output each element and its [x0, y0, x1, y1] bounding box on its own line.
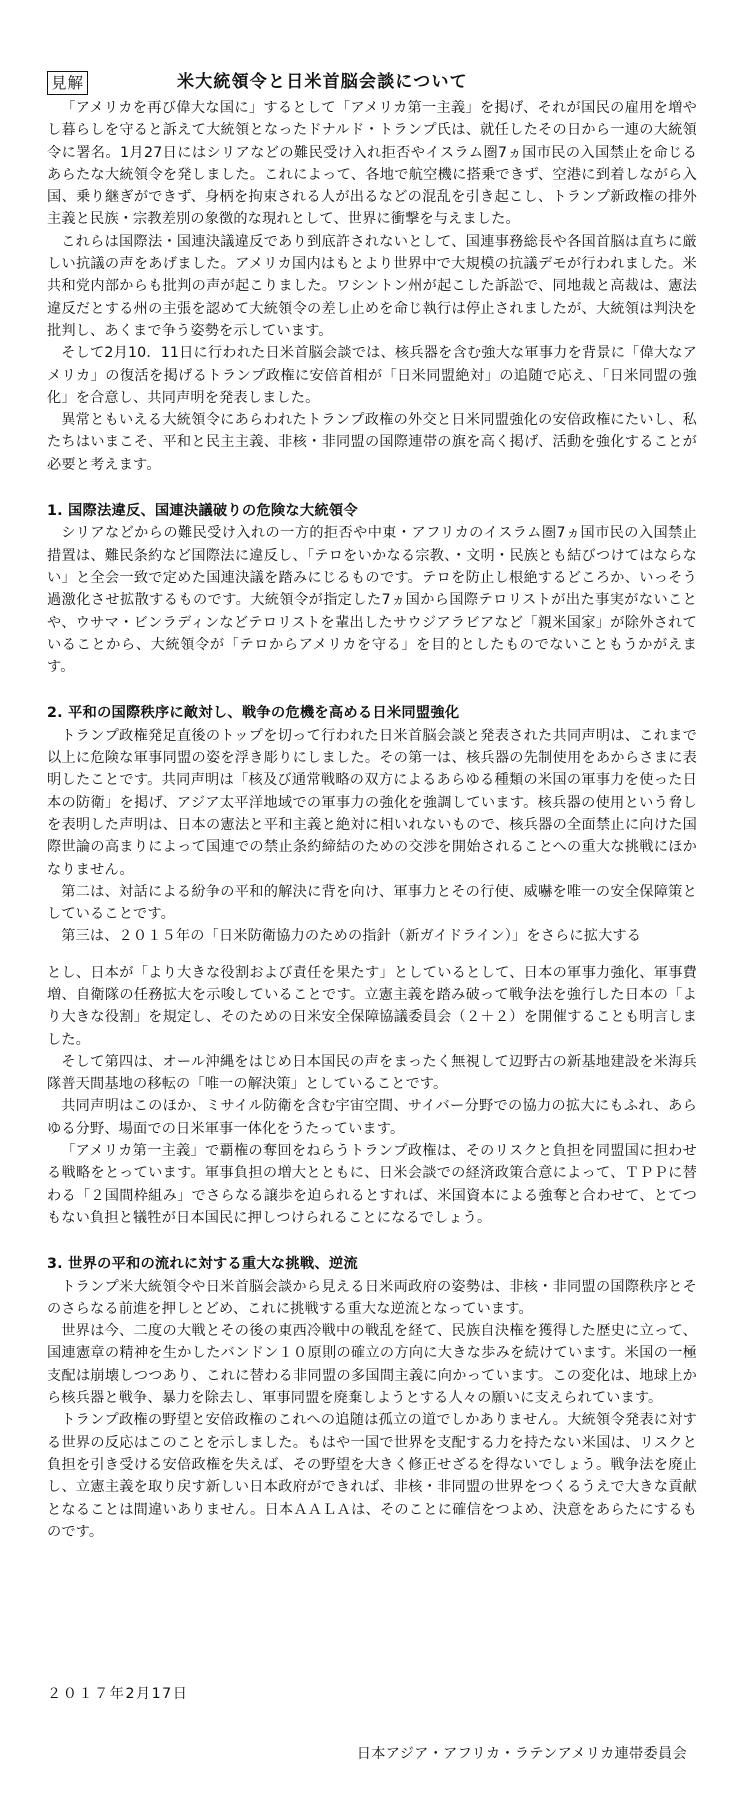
section-paragraph: 共同声明はこのほか、ミサイル防衛を含む宇宙空間、サイバー分野での協力の拡大にもふれ、あらゆる分野、場面での日米軍事一体化をうたっています。 [47, 1098, 697, 1137]
section-paragraph: そして第四は、オール沖縄をはじめ日本国民の声をまったく無視して辺野古の新基地建設を米海兵隊普天間基地の移転の「唯一の解決策」としていることです。 [47, 1053, 697, 1093]
intro-paragraph: 「アメリカを再び偉大な国に」するとして「アメリカ第一主義」を掲げ、それが国民の雇用を増やし暮らしを守ると訴えて大統領となったドナルド・トランプ氏は、就任したその日から一連の大統領令に署名。1月27日にはシリアなどの難民受け入れ拒否やイスラム圏7ヵ国市民の入国禁止を命じるあらたな大統領令を発しました。これによって、各地で航空機に搭乗できず、空港に到着しながら入国、乗り継ぎができず、身柄を拘束される人が出るなどの混乱を引き起こし、トランプ新政権の排外主義と民族・宗教差別の象徴的な現れとして、世界に衝撃を与えました。 [47, 100, 697, 228]
section-paragraph: トランプ政権の野望と安倍政権のこれへの追随は孤立の道でしかありません。大統領令発表に対する世界の反応はこのことを示しました。もはや一国で世界を支配する力を持たない米国は、リスクと負担を引き受ける安倍政権を失えば、その野望を大きく修正せざるを得ないでしょう。戦争法を廃止し、立憲主義を取り戻す新しい日本政府ができれば、非核・非同盟の世界をつくるうえで大きな貢献となることは間違いありません。日本ＡＡＬＡは、そのことに確信をつよめ、決意をあらたにするものです。 [47, 1412, 697, 1540]
document-title: 米大統領令と日米首脳会談について [177, 72, 468, 92]
section-paragraph: シリアなどからの難民受け入れの一方的拒否や中東・アフリカのイスラム圏7ヵ国市民の入国禁止措置は、難民条約など国際法に違反し、「テロをいかなる宗教、・文明・民族とも結びつけてはならない」と全会一致で定めた国連決議を踏みにじるものです。テロを防止し根絶するどころか、いっそう過激化させ拡散するものです。大統領令が指定した7ヵ国から国際テロリストが出た事実がないことや、ウサマ・ビンラディンなどテロリストを輩出したサウジアラビアなど「親米国家」が除外されていることから、大統領令が「テロからアメリカを守る」を目的としたものでないこともうかがえます。 [47, 525, 697, 676]
section-paragraph: トランプ政権発足直後のトップを切って行われた日米首脳会談と発表された共同声明は、これまで以上に危険な軍事同盟の姿を浮き彫りにしました。その第一は、核兵器の先制使用をあからさまに表明したことです。共同声明は「核及び通常戦略の双方によるあらゆる種類の米国の軍事力を使った日本の防衛」を掲げ、アジア太平洋地域での軍事力の強化を強調しています。核兵器の使用という脅しを表明した声明は、日本の憲法と平和主義と絶対に相いれないもので、核兵器の全面禁止に向けた国際世論の高まりによって国連での禁止条約締結のための交渉を開始されることへの重大な挑戦にほかなりません。 [47, 727, 697, 878]
section-paragraph: 世界は今、二度の大戦とその後の東西冷戦中の戦乱を経て、民族自決権を獲得した歴史に立って、国連憲章の精神を生かしたバンドン１０原則の確立の方向に大きな歩みを続けています。米国の一極支配は崩壊しつつあり、これに替わる非同盟の多国間主義に向かっています。この変化は、地球上から核兵器と戦争、暴力を除去し、軍事同盟を廃棄しようとする人々の願いに支えられています。 [47, 1323, 697, 1407]
opinion-tag: 見解 [47, 71, 88, 95]
section-paragraph: トランプ米大統領令や日米首脳会談から見える日米両政府の姿勢は、非核・非同盟の国際秩序とそのさらなる前進を押しとどめ、これに挑戦する重大な逆流となっています。 [47, 1278, 697, 1317]
intro-section [47, 97, 697, 476]
section-paragraph: とし、日本が「より大きな役割および責任を果たす」としているとして、日本の軍事力強化、軍事費増、自衛隊の任務拡大を示唆していることです。立憲主義を踏み破って戦争法を強行した日本の「より大きな役割」を規定し、そのための日米安全保障協議委員会（２＋２）を開催することも明言しました。 [47, 964, 697, 1048]
organization-name: 日本アジア・アフリカ・ラテンアメリカ連帯委員会 [356, 1746, 687, 1762]
section-2 [47, 702, 697, 1229]
document-body [47, 97, 697, 1543]
document-date: ２０１７年2月17日 [47, 1686, 189, 1702]
paragraph-gap [47, 948, 697, 962]
section-heading: 3. 世界の平和の流れに対する重大な挑戦、逆流 [47, 1256, 358, 1273]
section-heading: 1. 国際法違反、国連決議破りの危険な大統領令 [47, 503, 358, 520]
intro-paragraph: そして2月10．11日に行われた日米首脳会談では、核兵器を含む強大な軍事力を背景に「偉大なアメリカ」の復活を掲げるトランプ政権に安倍首相が「日米同盟絶対」の追随で応え、「日米同盟の強化」を合意し、共同声明を発表しました。 [47, 345, 697, 406]
section-paragraph: 第三は、２０１５年の「日米防衛協力のための指針（新ガイドライン）」をさらに拡大する [61, 928, 642, 945]
intro-paragraph: これらは国際法・国連決議違反であり到底許されないとして、国連事務総長や各国首脳は直ちに厳しい抗議の声をあげました。アメリカ国内はもとより世界中で大規模の抗議デモが行われました。米共和党内部からも批判の声が起こりました。ワシントン州が起こした訴訟で、同地裁と高裁は、憲法違反だとする州の主張を認めて大統領令の差し止めを命じ執行は停止されましたが、大統領は判決を批判し、あくまで争う姿勢を示しています。 [47, 233, 697, 339]
section-1 [47, 500, 697, 678]
section-heading: 2. 平和の国際秩序に敵対し、戦争の危機を高める日米同盟強化 [47, 705, 460, 722]
section-3 [47, 1253, 697, 1543]
intro-paragraph: 異常ともいえる大統領令にあらわれたトランプ政権の外交と日米同盟強化の安倍政権にたいし、私たちはいまこそ、平和と民主主義、非核・非同盟の国際連帯の旗を高く掲げ、活動を強化することが必要と考えます。 [47, 412, 697, 473]
document-header [47, 71, 687, 97]
section-paragraph: 第二は、対話による紛争の平和的解決に背を向け、軍事力とその行使、威嚇を唯一の安全保障策としていることです。 [47, 883, 697, 923]
section-paragraph: 「アメリカ第一主義」で覇権の奪回をねらうトランプ政権は、そのリスクと負担を同盟国に担わせる戦略をとっています。軍事負担の増大とともに、日米会談での経済政策合意によって、ＴＰＰに替わる「２国間枠組み」でさらなる譲歩を迫られるとすれば、米国資本による強奪と合わせて、とてつもない負担と犠牲が日本国民に押しつけられることになるでしょう。 [47, 1143, 697, 1226]
